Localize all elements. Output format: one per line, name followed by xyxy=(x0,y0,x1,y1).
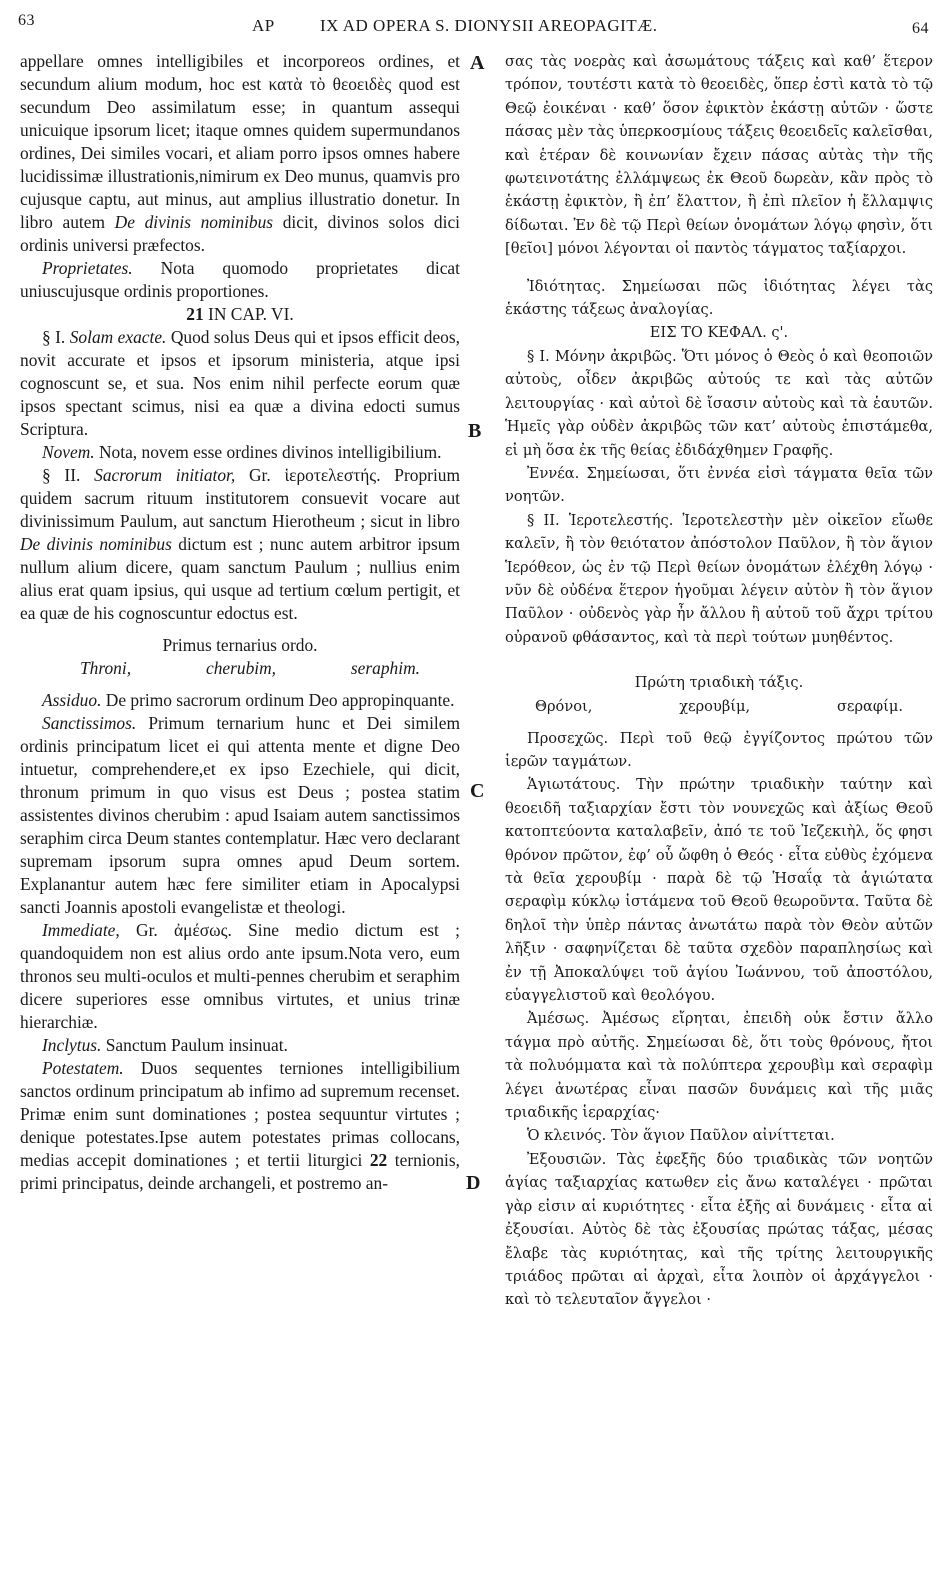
latin-paragraph: § I. Solam exacte. Quod solus Deus qui et ipsos efficit deos, novit accurate et ipsos et ipsorum ministeria, atque ipsi cognoscunt se, et sua. Nos enim nihil perfecte eorum quæ ipsos spectant scimus, nisi ea quæ a divina edocti sumus Scriptura. xyxy=(20,327,460,439)
page-number-right: 64 xyxy=(912,20,929,37)
greek-column xyxy=(505,50,933,1312)
greek-chapter-heading: ΕΙΣ ΤΟ ΚΕΦΑΛ. ς'. xyxy=(649,324,789,342)
margin-letter-a: A xyxy=(470,52,485,74)
latin-paragraph: Potestatem. Duos sequentes terniones intelligibilium sanctos ordinum principatum ab infimo ad supremum recenset. Primæ enim sunt dominationes ; postea sequuntur virtutes ; denique potestates.Ipse autem potestates primas collocans, medias accepit dominationes ; et tertii liturgici 22 ternionis, primi principatus, deinde archangeli, et postremo an- xyxy=(20,1058,460,1193)
latin-paragraph: Sanctissimos. Primum ternarium hunc et Dei similem ordinis principatum licet ei qui attenta mente et digne Deo intuetur, comprehendere,et ex ipso Ezechiele, qui dicit, thronum primum in quo visus est Deus ; postea statim assistentes divinos cherubim : apud Isaiam autem sanctissimos seraphim circa Deum stantes contemplatur. Hæc vero declarant supremam ipsorum supra omnes apud Deum sortem. Explanantur autem hæc fere similiter etiam in Apocalypsi sancti Joannis apostoli evangelistæ et theologi. xyxy=(20,713,460,917)
latin-paragraph: Inclytus. Sanctum Paulum insinuat. xyxy=(42,1035,288,1055)
greek-paragraph: Ἰδιότητας. Σημείωσαι πῶς ἰδιότητας λέγει τὰς ἑκάστης τάξεως ἀναλογίας. xyxy=(505,277,933,319)
latin-paragraph: appellare omnes intelligibiles et incorporeos ordines, et secundum alium modum, hoc est κατὰ τὸ θεοειδὲς quod est secundum Deo assimilatum esse; in quantum assequi unicuique ipsorum licet; itaque omnes quidem supermundanos ordines, Dei similes vocari, et aliam porro ipsos omnes habere lucidissimæ illustrationis,nimirum ex Deo munus, quamvis pro cujusque captu, aut minus, aut amplius illustratio donetur. In libro autem De divinis nominibus dicit, divinos solos dici ordinis universi præfectos. xyxy=(20,51,460,255)
chapter-heading: 21 IN CAP. VI. xyxy=(186,304,294,324)
greek-paragraph: Ὁ κλεινός. Τὸν ἅγιον Παῦλον αἰνίττεται. xyxy=(527,1127,835,1145)
latin-paragraph: Proprietates. Nota quomodo proprietates dicat uniuscujusque ordinis proportiones. xyxy=(20,258,460,301)
greek-paragraph: Ἀμέσως. Ἀμέσως εἴρηται, ἐπειδὴ οὐκ ἔστιν ἄλλο τάγμα πρὸ αὐτῆς. Σημείωσαι δὲ, ὅτι τοὺς θρόνους, ἤτοι τὰ πολυόμματα καὶ τὰ πολύπτερα χερουβὶμ καὶ σεραφὶμ λέγει ἀνωτέρας εἶναι πασῶν δυνάμεις καὶ τῆς μιᾶς τριαδικῆς ἱεραρχίας· xyxy=(505,1010,933,1122)
latin-paragraph: Novem. Nota, novem esse ordines divinos intelligibilium. xyxy=(42,442,442,462)
header-title: IX AD OPERA S. DIONYSII AREOPAGITÆ. xyxy=(320,16,658,35)
greek-paragraph: § II. Ἱεροτελεστής. Ἱεροτελεστὴν μὲν οἰκεῖον εἴωθε καλεῖν, ἢ τὸν θειότατον ἀπόστολον Παῦλον, ἢ τὸν ἅγιον Ἱερόθεον, ὡς ἐν τῷ Περὶ θείων ὀνομάτων ἐλέχθη λόγῳ · νῦν δὲ οὐδένα ἕτερον ἡγοῦμαι λέγειν αὐτὸν ἢ τὸν ἅγιον Παῦλον · οὐδενὸς γὰρ ἦν ἄλλου ἢ αὐτοῦ τοῦ ἄχρι τρίτου οὐρανοῦ φθάσαντος, καὶ τὰ περὶ τούτων μυηθέντος. xyxy=(505,511,933,646)
latin-paragraph: § II. Sacrorum initiator, Gr. ἱεροτελεστής. Proprium quidem sacrum rituum institutorem consuevit vocare aut divinissimum Paulum, aut sanctum Hierotheum ; sicut in libro De divinis nominibus dictum est ; nunc autem arbitror ipsum nullum alium dicere, quam sanctum Paulum ; nullius enim alius erat quam ipsius, qui usque ad tertium cœlum pertigit, et ea quæ de his cognoscuntur edoctus est. xyxy=(20,465,460,623)
running-header xyxy=(0,12,949,42)
latin-paragraph: Immediate, Gr. ἀμέσως. Sine medio dictum est ; quandoquidem non est alius ordo ante ipsum.Nota vero, eum thronos seu multi-oculos et multi-pennes cherubim et seraphim dicere superiores esse omnibus virtutes, et unius trinæ hierarchiæ. xyxy=(20,920,460,1032)
header-siglum: AP xyxy=(252,16,275,35)
triad-names: Throni, cherubim, seraphim. xyxy=(80,658,420,678)
margin-letter-b: B xyxy=(468,420,482,442)
latin-column xyxy=(20,50,460,1195)
section-heading: Primus ternarius ordo. xyxy=(162,635,318,655)
margin-letter-d: D xyxy=(466,1172,481,1194)
greek-paragraph: Ἐξουσιῶν. Τὰς ἐφεξῆς δύο τριαδικὰς τῶν νοητῶν ἁγίας ταξιαρχίας κατωθεν εἰς ἄνω καταλέγει · πρῶται γὰρ εἰσιν αἱ κυριότητες · εἶτα ἑξῆς αἱ δυνάμεις · εἶτα αἱ ἐξουσίαι. Αὐτὸς δὲ τὰς ἐξουσίας πρώτας τάξας, μέσας ἔλαβε τὰς κυριότητας, καὶ τῆς τρίτης λειτουργικῆς τριάδος πρῶται αἱ ἀρχαὶ, εἶτα λοιπὸν οἱ ἀρχάγγελοι · καὶ τὸ τελευταῖον ἄγγελοι · xyxy=(505,1150,933,1309)
greek-section-heading: Πρώτη τριαδικὴ τάξις. xyxy=(634,674,804,692)
latin-paragraph: Assiduo. De primo sacrorum ordinum Deo appropinquante. xyxy=(42,690,455,710)
greek-triad-names: Θρόνοι, χερουβίμ, σεραφίμ. xyxy=(535,697,903,715)
greek-paragraph: § I. Μόνην ἀκριβῶς. Ὅτι μόνος ὁ Θεὸς ὁ καὶ θεοποιῶν αὐτοὺς, οἶδεν ἀκριβῶς αὐτούς τε καὶ τὰς αὐτῶν λειτουργίας · καὶ αὐτοὶ δὲ ἴσασιν αὐτοὺς καὶ τὰ ἑαυτῶν. Ἡμεῖς γὰρ οὐδὲν ἀκριβῶς τῶν κατ’ αὐτοὺς ἐπιστάμεθα, εἰ μὴ ὅσα ἐκ τῆς θείας ἐδιδάχθημεν Γραφῆς. xyxy=(505,347,933,459)
greek-paragraph: σας τὰς νοερὰς καὶ ἀσωμάτους τάξεις καὶ καθ’ ἕτερον τρόπον, τουτέστι κατὰ τὸ θεοειδὲς, ὅπερ ἐστὶ κατὰ τὸ τῷ Θεῷ ἐοικέναι · καθ’ ὅσον ἐφικτὸν ἑκάστῃ αὐτῶν · ὥστε πάσας μὲν τὰς ὑπερκοσμίους τάξεις θεοειδεῖς καλεῖσθαι, καὶ ἑτέραν δὲ κοινωνίαν ἔχειν πάσας αὐτὰς τὴν τῆς φωτεινοτάτης ἐλλάμψεως ἐκ Θεοῦ δωρεὰν, κἂν πρὸς τὸ ἑκάστῃ ἐφικτὸν, ἢ ἐπ’ ἔλαττον, ἢ ἐπὶ πλεῖον ἡ ἔλλαμψις δίδωται. Ἐν δὲ τῷ Περὶ θείων ὀνομάτων λόγῳ φησὶν, ὅτι [θεῖοι] μόνοι λέγονται οἱ παντὸς τάγματος ταξίαρχοι. xyxy=(505,53,933,258)
greek-paragraph: Προσεχῶς. Περὶ τοῦ θεῷ ἐγγίζοντος πρώτου τῶν ἱερῶν ταγμάτων. xyxy=(505,729,933,770)
margin-letter-c: C xyxy=(470,780,485,802)
greek-paragraph: Ἐννέα. Σημείωσαι, ὅτι ἐννέα εἰσὶ τάγματα θεῖα τῶν νοητῶν. xyxy=(505,464,933,506)
greek-paragraph: Ἁγιωτάτους. Τὴν πρώτην τριαδικὴν ταύτην καὶ θεοειδῆ ταξιαρχίαν ἔστι τὸν νουνεχῶς καὶ ἀξίως Θεοῦ κατοπτεύοντα καταλαβεῖν, ἀπό τε τοῦ Ἰεζεκιὴλ, ὅς φησι θρόνον πρῶτον, ἐφ’ οὗ ὤφθη ὁ Θεός · εἶτα εὐθὺς ἐχόμενα τὰ θεῖα χερουβίμ · παρὰ δὲ τῷ Ἡσαΐᾳ τὰ ἁγιώτατα σεραφὶμ κύκλῳ ἱστάμενα τοῦ Θεοῦ θεωροῦντα. Ταῦτα δὲ δηλοῖ τὴν ὑπὲρ πάντας ἀνωτάτω παρὰ τὸν Θεὸν αὐτῶν λῆξιν · σαφηνίζεται δὲ ταῦτα σχεδὸν παραπλησίως καὶ ἐν τῇ Ἀποκαλύψει τοῦ ἁγίου Ἰωάννου, τοῦ ἀποστόλου, εὐαγγελιστοῦ καὶ θεολόγου. xyxy=(505,776,933,1005)
page-number-left: 63 xyxy=(18,12,35,29)
